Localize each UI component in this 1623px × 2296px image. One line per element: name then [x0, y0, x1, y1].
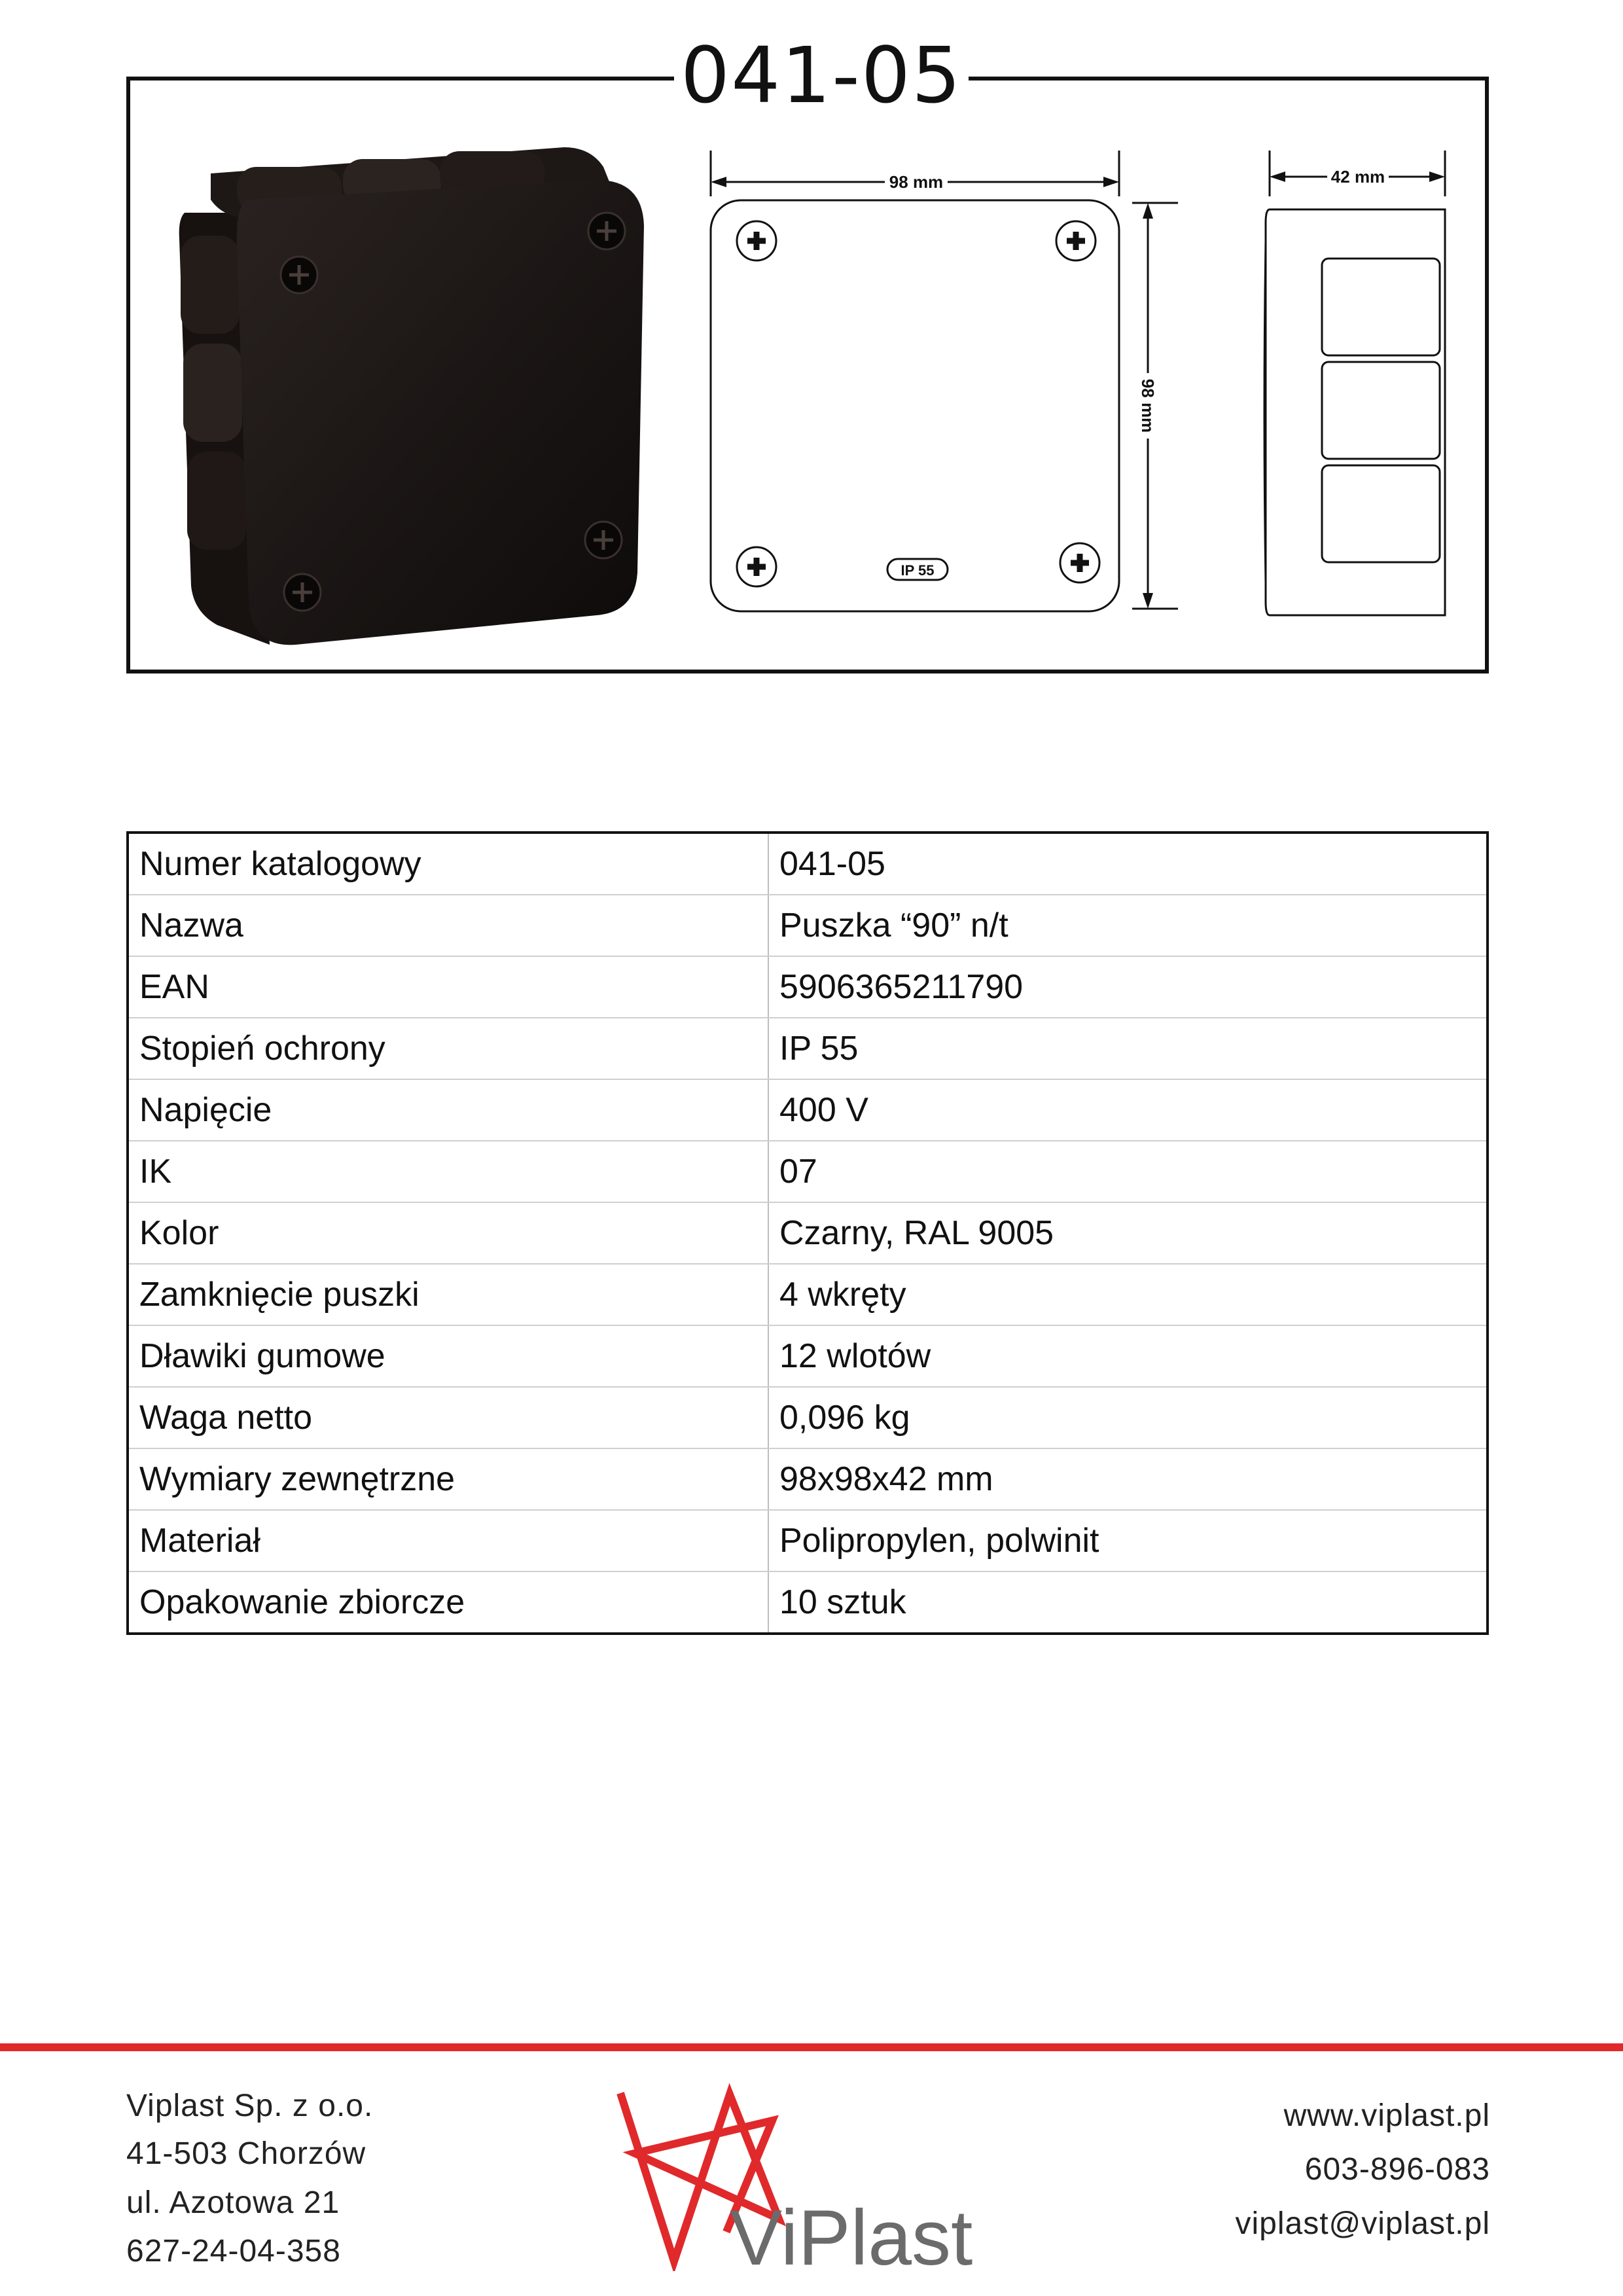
spec-value: 041-05 — [768, 833, 1488, 895]
spec-value: 5906365211790 — [768, 956, 1488, 1018]
front-view-drawing — [700, 144, 1198, 622]
side-depth-label: 42 mm — [1330, 167, 1385, 187]
spec-row — [128, 956, 1488, 1018]
spec-row — [128, 1571, 1488, 1634]
product-photo — [171, 128, 656, 651]
spec-label: EAN — [128, 956, 768, 1018]
footer-divider — [0, 2043, 1623, 2051]
spec-table — [126, 831, 1489, 1635]
spec-label: Waga netto — [128, 1387, 768, 1448]
spec-label: Wymiary zewnętrzne — [128, 1448, 768, 1510]
spec-value: Puszka “90” n/t — [768, 895, 1488, 956]
spec-row — [128, 1387, 1488, 1448]
company-street: ul. Azotowa 21 — [126, 2185, 340, 2220]
spec-row — [128, 1079, 1488, 1141]
spec-label: Nazwa — [128, 895, 768, 956]
spec-value: 98x98x42 mm — [768, 1448, 1488, 1510]
spec-value: 12 wlotów — [768, 1325, 1488, 1387]
spec-value: 4 wkręty — [768, 1264, 1488, 1325]
ip-badge: IP 55 — [901, 562, 935, 579]
svg-text:ViPlast: ViPlast — [730, 2194, 973, 2271]
spec-label: Stopień ochrony — [128, 1018, 768, 1079]
spec-label: Kolor — [128, 1202, 768, 1264]
spec-row — [128, 1202, 1488, 1264]
company-city: 41-503 Chorzów — [126, 2136, 366, 2171]
phone-number: 603-896-083 — [1304, 2152, 1490, 2187]
page-title: 041-05 — [674, 26, 969, 124]
spec-label: Dławiki gumowe — [128, 1325, 768, 1387]
spec-label: Materiał — [128, 1510, 768, 1571]
front-width-label: 98 mm — [889, 172, 944, 192]
side-view-drawing — [1257, 144, 1453, 622]
spec-value: 0,096 kg — [768, 1387, 1488, 1448]
company-name: Viplast Sp. z o.o. — [126, 2089, 374, 2123]
front-height-label: 98 mm — [1138, 378, 1158, 433]
spec-label: IK — [128, 1141, 768, 1202]
spec-label: Napięcie — [128, 1079, 768, 1141]
company-nip: 627-24-04-358 — [126, 2234, 341, 2269]
website-link[interactable]: www.viplast.pl — [1283, 2098, 1490, 2133]
spec-row — [128, 1018, 1488, 1079]
spec-label: Opakowanie zbiorcze — [128, 1571, 768, 1634]
spec-value: Polipropylen, polwinit — [768, 1510, 1488, 1571]
spec-row — [128, 1264, 1488, 1325]
spec-value: 07 — [768, 1141, 1488, 1202]
spec-value: 10 sztuk — [768, 1571, 1488, 1634]
spec-row — [128, 1141, 1488, 1202]
spec-value: Czarny, RAL 9005 — [768, 1202, 1488, 1264]
spec-row — [128, 895, 1488, 956]
spec-row — [128, 1510, 1488, 1571]
spec-row — [128, 1325, 1488, 1387]
email-link[interactable]: viplast@viplast.pl — [1235, 2206, 1490, 2241]
spec-row — [128, 833, 1488, 895]
spec-value: IP 55 — [768, 1018, 1488, 1079]
spec-label: Zamknięcie puszki — [128, 1264, 768, 1325]
spec-value: 400 V — [768, 1079, 1488, 1141]
viplast-logo — [609, 2081, 1001, 2271]
spec-row — [128, 1448, 1488, 1510]
spec-label: Numer katalogowy — [128, 833, 768, 895]
